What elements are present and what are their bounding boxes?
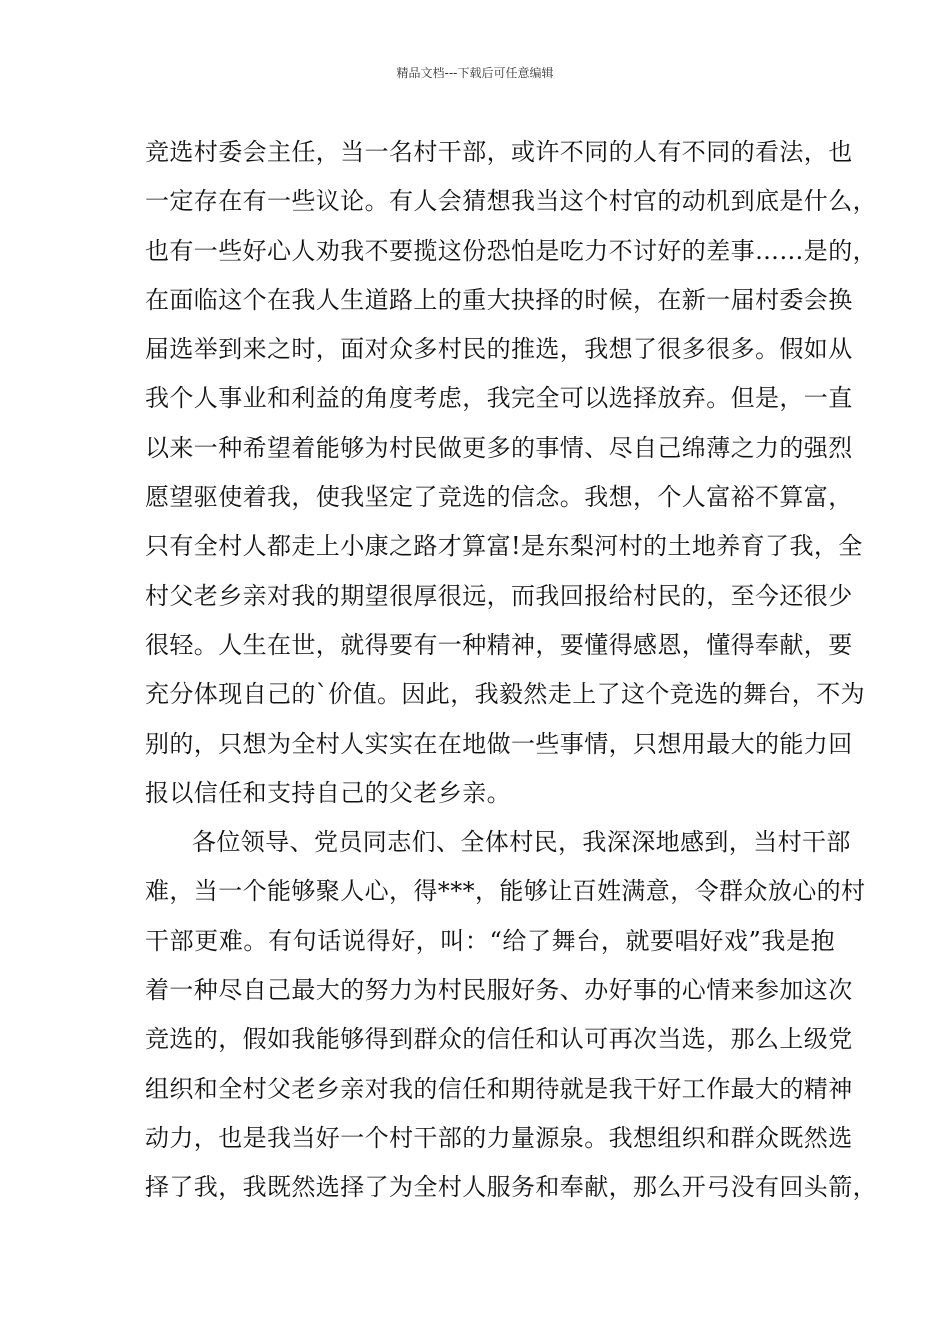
text-line: 干部更难。有句话说得好，叫：“给了舞台，就要唱好戏”我是抱 — [145, 926, 835, 955]
text-line: 以来一种希望着能够为村民做更多的事情、尽自己绵薄之力的强烈 — [145, 433, 853, 462]
text-line: 竞选村委会主任，当一名村干部，或许不同的人有不同的看法，也 — [145, 138, 853, 166]
text-line: 别的，只想为全村人实实在在地做一些事情，只想用最大的能力回 — [145, 729, 853, 758]
document-body — [145, 128, 877, 1213]
text-line: 择了我，我既然选择了为全村人服务和奉献，那么开弓没有回头箭， — [145, 1173, 877, 1202]
text-line: 也有一些好心人劝我不要揽这份恐怕是吃力不讨好的差事……是的， — [145, 236, 877, 265]
text-line: 在面临这个在我人生道路上的重大抉择的时候，在新一届村委会换 — [145, 285, 853, 314]
text-line: 届选举到来之时，面对众多村民的推选，我想了很多很多。假如从 — [145, 335, 853, 364]
text-line: 村父老乡亲对我的期望很厚很远，而我回报给村民的，至今还很少 — [145, 581, 853, 610]
page-header: 精品文档---下载后可任意编辑 — [396, 66, 554, 80]
text-line: 愿望驱使着我，使我坚定了竞选的信念。我想，个人富裕不算富， — [145, 483, 853, 512]
text-line: 充分体现自己的`价值。因此，我毅然走上了这个竞选的舞台，不为 — [145, 680, 865, 709]
text-line: 动力，也是我当好一个村干部的力量源泉。我想组织和群众既然选 — [145, 1123, 853, 1152]
text-line: 我个人事业和利益的角度考虑，我完全可以选择放弃。但是，一直 — [145, 384, 853, 413]
text-line: 难，当一个能够聚人心，得***，能够让百姓满意，令群众放心的村 — [145, 877, 866, 906]
text-line: 组织和全村父老乡亲对我的信任和期待就是我干好工作最大的精神 — [145, 1074, 853, 1103]
paragraph-first-line: 各位领导、党员同志们、全体村民，我深深地感到，当村干部 — [192, 828, 851, 857]
text-line: 报以信任和支持自己的父老乡亲。 — [145, 778, 511, 807]
text-line: 只有全村人都走上小康之路才算富!是东梨河村的土地养育了我，全 — [145, 532, 863, 561]
text-line: 竞选的，假如我能够得到群众的信任和认可再次当选，那么上级党 — [145, 1025, 853, 1054]
text-line: 一定存在有一些议论。有人会猜想我当这个村官的动机到底是什么， — [145, 187, 877, 216]
text-line: 着一种尽自己最大的努力为村民服好务、办好事的心情来参加这次 — [145, 976, 853, 1005]
text-line: 很轻。人生在世，就得要有一种精神，要懂得感恩，懂得奉献，要 — [145, 630, 853, 659]
